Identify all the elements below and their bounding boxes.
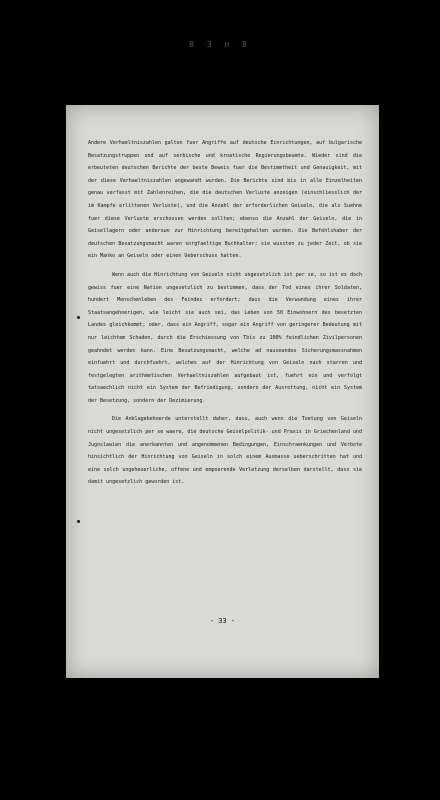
frame-number: 0 3 n 8 [189,40,251,49]
page-number: - 33 - [209,617,236,625]
body-text [88,137,362,495]
paragraph-3: Die Anklagebehoerde unterstellt daher, dass, auch wenn die Toetung von Geiseln nicht ungesetzlich per se waere, die deutsche Geiselpolitik- und Praxis in Griechenland und Jugoslawien die anerkannten und angenommenen Bedingungen, Einschraenkungen und Verbote hinsichtlich der Hinrichtung von Geiseln in solch einem Ausmasse ueberschritten hat und eine solch ungeheuerliche, offene und empoerende Verletzung derselben darstellt, dass sie damit ungesetzlich geworden ist. [88,416,362,486]
paragraph-2: Wenn auch die Hinrichtung von Geiseln nicht ungesetzlich ist per se, so ist es doch gewiss fuer eine Nation ungesetzlich zu bestimmen, dass der Tod eines ihrer Soldaten, hundert Menschenleben des Feindes erfordert; dass die Verwundung eines ihrer Staatsangehoerigen, wie leicht sie auch sei, das Leben von 50 Einwohnern des besetzten Landes gleichkommt; oder, dass ein Angriff, sogar ein Angriff von geringerer Bedeutung mit nur leichtem Schaden, durch die Erschiessung von Tbis zu 100% feindlichen Zivilpersonen geahndet werden kann. Eine Besatzungsmacht, welche ad nauseandes Sicherungsmassnahmen einfuehrt und durchfuehrt, welches auf der Hinrichtung von Geiseln nach starren und festgelegten arithmetischen Verhaeltniszahlen aufgebaut ist, fuehrt ein und verfolgt tatsaechlich nicht ein System der Befriedigung, sondern der Ausrottung, nicht ein System der Besetzung, sondern der Dezimierung. [88,271,362,404]
margin-mark [77,316,80,319]
margin-mark [77,520,80,523]
paragraph-1: Andere Verhaeltniszahlen galten fuer Angriffe auf deutsche Einrichtungen, auf bulgarische Besatzungstruppen und auf serbische und kroatische Regierungsbeamte. Wieder sind die erbeuteten deutschen Berichte der beste Beweis fuer die Bestimmtheit und Genauigkeit, mit der diese Verhaeltniszahlen angewandt wurden. Die Berichte sind bis in alle Einzelheiten genau verfasst mit Zahlenreihen, die die deutschen Verluste anzeigen (einschliesslich der im Kampfe erlittenen Verluste), und die Anzahl der erforderlichen Geiseln, die als Suehne fuer diese Verluste erschossen werden sollten; ebenso die Anzahl der Geiseln, die in Geisellagern oder anderswo zur Hinrichtung bereitgehalten wurden. Die Befehlshaber der deutschen Besatzungsmacht waren sorgfaeltige Buchhalter; sie wussten zu jeder Zeit, ob sie ein Manko an Geiseln oder einen Ueberschuss hatten. [88,140,362,260]
